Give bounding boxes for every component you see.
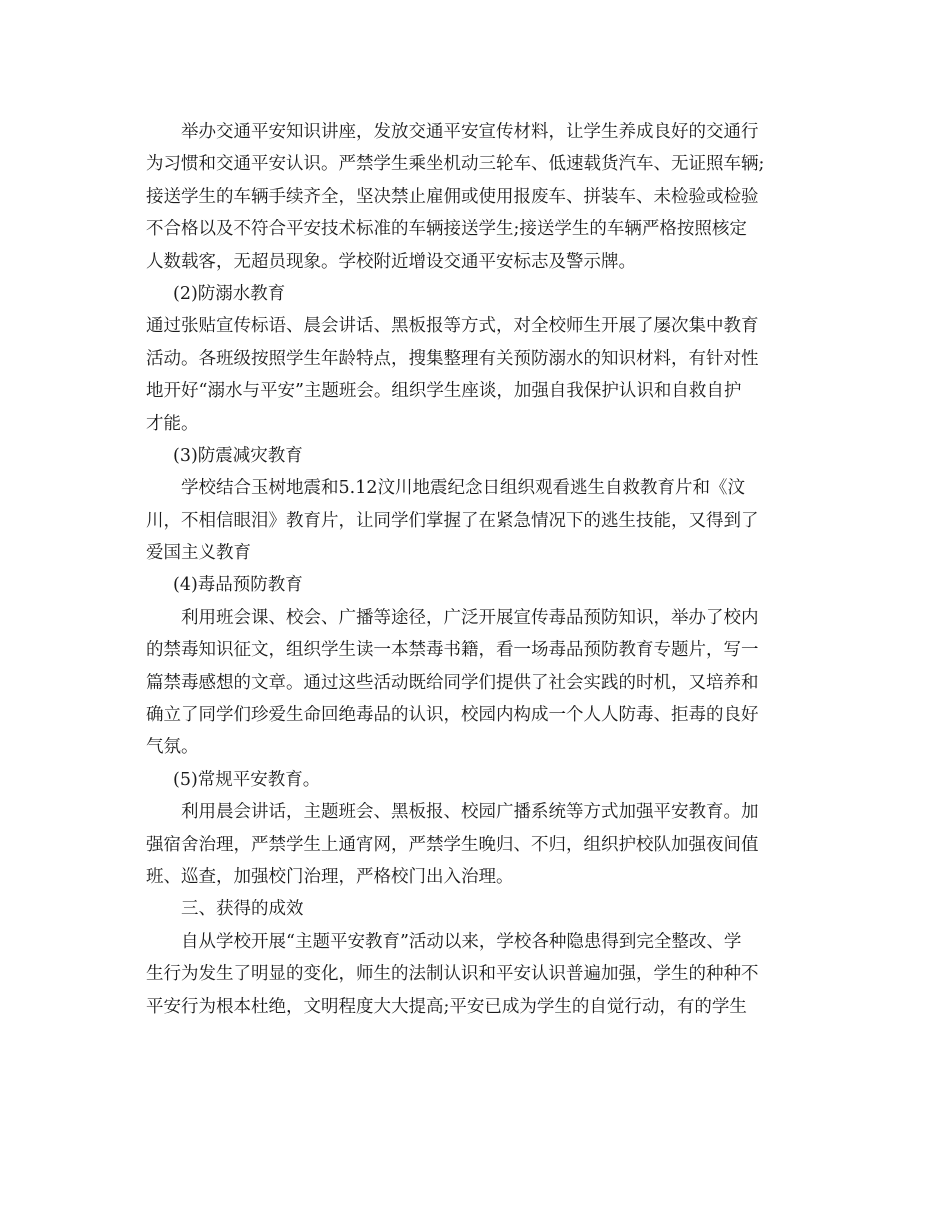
- text-line: 地开好“溺水与平安”主题班会。组织学生座谈，加强自我保护认识和自救自护: [146, 381, 742, 402]
- text-line: 班、巡查，加强校门治理，严格校门出入治理。: [146, 866, 514, 887]
- text-line: 篇禁毒感想的文章。通过这些活动既给同学们提供了社会实践的时机，又培养和: [146, 672, 759, 693]
- text-line: 生行为发生了明显的变化，师生的法制认识和平安认识普遍加强，学生的种种不: [146, 964, 759, 985]
- section-heading: (4)毒品预防教育: [173, 575, 303, 596]
- text-line: 为习惯和交通平安认识。严禁学生乘坐机动三轮车、低速载货汽车、无证照车辆;: [146, 154, 765, 175]
- text-line: 的禁毒知识征文，组织学生读一本禁毒书籍，看一场毒品预防教育专题片，写一: [146, 640, 759, 661]
- section-heading: (3)防震减灾教育: [173, 445, 303, 466]
- text-line: 川，不相信眼泪》教育片，让同学们掌握了在紧急情况下的逃生技能，又得到了: [146, 510, 759, 531]
- text-line: 举办交通平安知识讲座，发放交通平安宣传材料，让学生养成良好的交通行: [181, 122, 759, 142]
- text-line: 活动。各班级按照学生年龄特点，搜集整理有关预防溺水的知识材料，有针对性: [146, 348, 759, 369]
- text-line: 学校结合玉树地震和5.12汶川地震纪念日组织观看逃生自救教育片和《汶: [181, 478, 745, 499]
- text-line: 不合格以及不符合平安技术标准的车辆接送学生;接送学生的车辆严格按照核定: [146, 219, 747, 240]
- text-line: 爱国主义教育: [146, 543, 251, 564]
- text-line: 利用晨会讲话，主题班会、黑板报、校园广播系统等方式加强平安教育。加: [181, 802, 759, 823]
- text-line: 平安行为根本杜绝，文明程度大大提高;平安已成为学生的自觉行动，有的学生: [146, 996, 747, 1017]
- text-line: 接送学生的车辆手续齐全，坚决禁止雇佣或使用报废车、拼装车、未检验或检验: [146, 186, 759, 207]
- section-heading: (5)常规平安教育。: [173, 769, 321, 790]
- document-body: [146, 116, 816, 1023]
- text-line: 通过张贴宣传标语、晨会讲话、黑板报等方式，对全校师生开展了屡次集中教育: [146, 316, 759, 337]
- section-heading: 三、获得的成效: [181, 899, 304, 920]
- section-heading: (2)防溺水教育: [173, 283, 286, 304]
- text-line: 气氛。: [146, 737, 199, 758]
- text-line: 确立了同学们珍爱生命回绝毒品的认识，校园内构成一个人人防毒、拒毒的良好: [146, 705, 759, 726]
- text-line: 人数载客，无超员现象。学校附近增设交通平安标志及警示牌。: [146, 251, 636, 272]
- text-line: 利用班会课、校会、广播等途径，广泛开展宣传毒品预防知识，举办了校内: [181, 607, 759, 628]
- text-line: 自从学校开展“主题平安教育”活动以来，学校各种隐患得到完全整改、学: [181, 931, 742, 952]
- text-line: 才能。: [146, 413, 199, 434]
- text-line: 强宿舍治理，严禁学生上通宵网，严禁学生晚归、不归，组织护校队加强夜间值: [146, 834, 759, 855]
